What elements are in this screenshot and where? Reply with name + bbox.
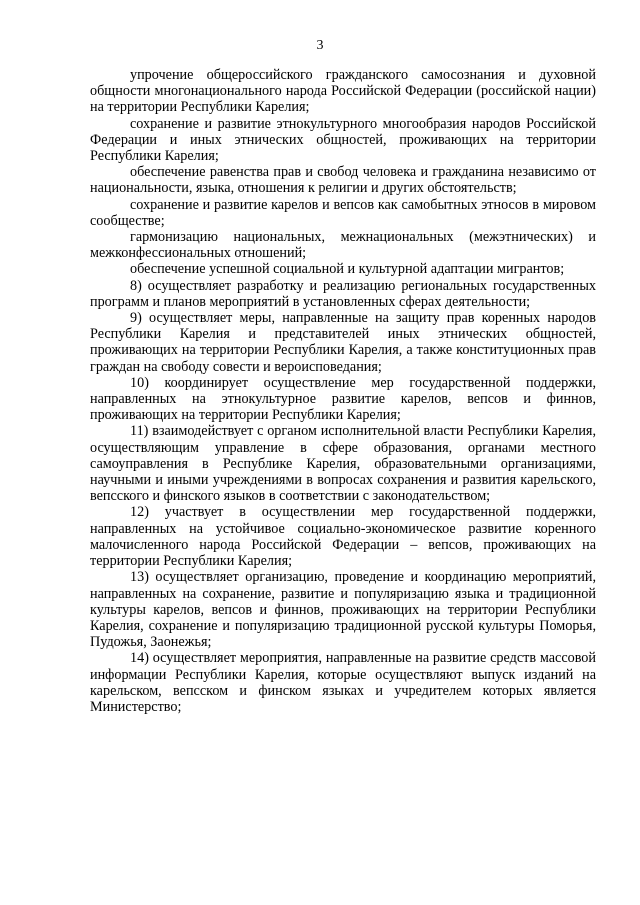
paragraph-3: обеспечение равенства прав и свобод человека и гражданина независимо от национальности, языка, отношения к религии и других обстоятельств; — [90, 164, 596, 197]
paragraph-item-12: 12) участвует в осуществлении мер государственной поддержки, направленных на устойчивое социально-экономическое развитие коренного малочисленного народа Российской Федерации – вепсов, проживающих на территории Республики Карелия; — [90, 504, 596, 570]
page-number: 3 — [316, 38, 324, 53]
paragraph-4: сохранение и развитие карелов и вепсов как самобытных этносов в мировом сообществе; — [90, 196, 596, 229]
document-body — [90, 67, 596, 715]
paragraph-item-8: 8) осуществляет разработку и реализацию региональных государственных программ и планов мероприятий в установленных сферах деятельности; — [90, 277, 596, 310]
paragraph-item-9: 9) осуществляет меры, направленные на защиту прав коренных народов Республики Карелия и представителей иных этнических общностей, проживающих на территории Республики Карелия, а также конституционных прав граждан на свободу совести и вероисповедания; — [90, 310, 596, 375]
paragraph-item-14: 14) осуществляет мероприятия, направленные на развитие средств массовой информации Республики Карелия, которые осуществляют выпуск изданий на карельском, вепсском и финском языках и учредителем которых является Министерство; — [90, 650, 596, 715]
paragraph-1: упрочение общероссийского гражданского самосознания и духовной общности многонационального народа Российской Федерации (российской нации) на территории Республики Карелия; — [90, 67, 596, 116]
paragraph-5: гармонизацию национальных, межнациональных (межэтнических) и межконфессиональных отношений; — [90, 229, 596, 262]
paragraph-item-13: 13) осуществляет организацию, проведение и координацию мероприятий, направленных на сохранение, развитие и популяризацию языка и традиционной культуры карелов, вепсов и финнов, проживающих на территории Республики Карелия, сохранение и популяризацию традиционной русской культуры Поморья, Пудожья, Заонежья; — [90, 569, 596, 651]
paragraph-item-11: 11) взаимодействует с органом исполнительной власти Республики Карелия, осуществляющим управление в сфере образования, органами местного самоуправления в Республике Карелия, образовательными организациями, научными и иными учреждениями в вопросах сохранения и развития карельского, вепсского и финского языков в соответствии с законодательством; — [90, 423, 596, 505]
paragraph-2: сохранение и развитие этнокультурного многообразия народов Российской Федерации и иных этнических общностей, проживающих на территории Республики Карелия; — [90, 115, 596, 165]
paragraph-item-10: 10) координирует осуществление мер государственной поддержки, направленных на этнокультурное развитие карелов, вепсов и финнов, проживающих на территории Республики Карелия; — [90, 374, 596, 424]
paragraph-6: обеспечение успешной социальной и культурной адаптации мигрантов; — [130, 261, 565, 278]
